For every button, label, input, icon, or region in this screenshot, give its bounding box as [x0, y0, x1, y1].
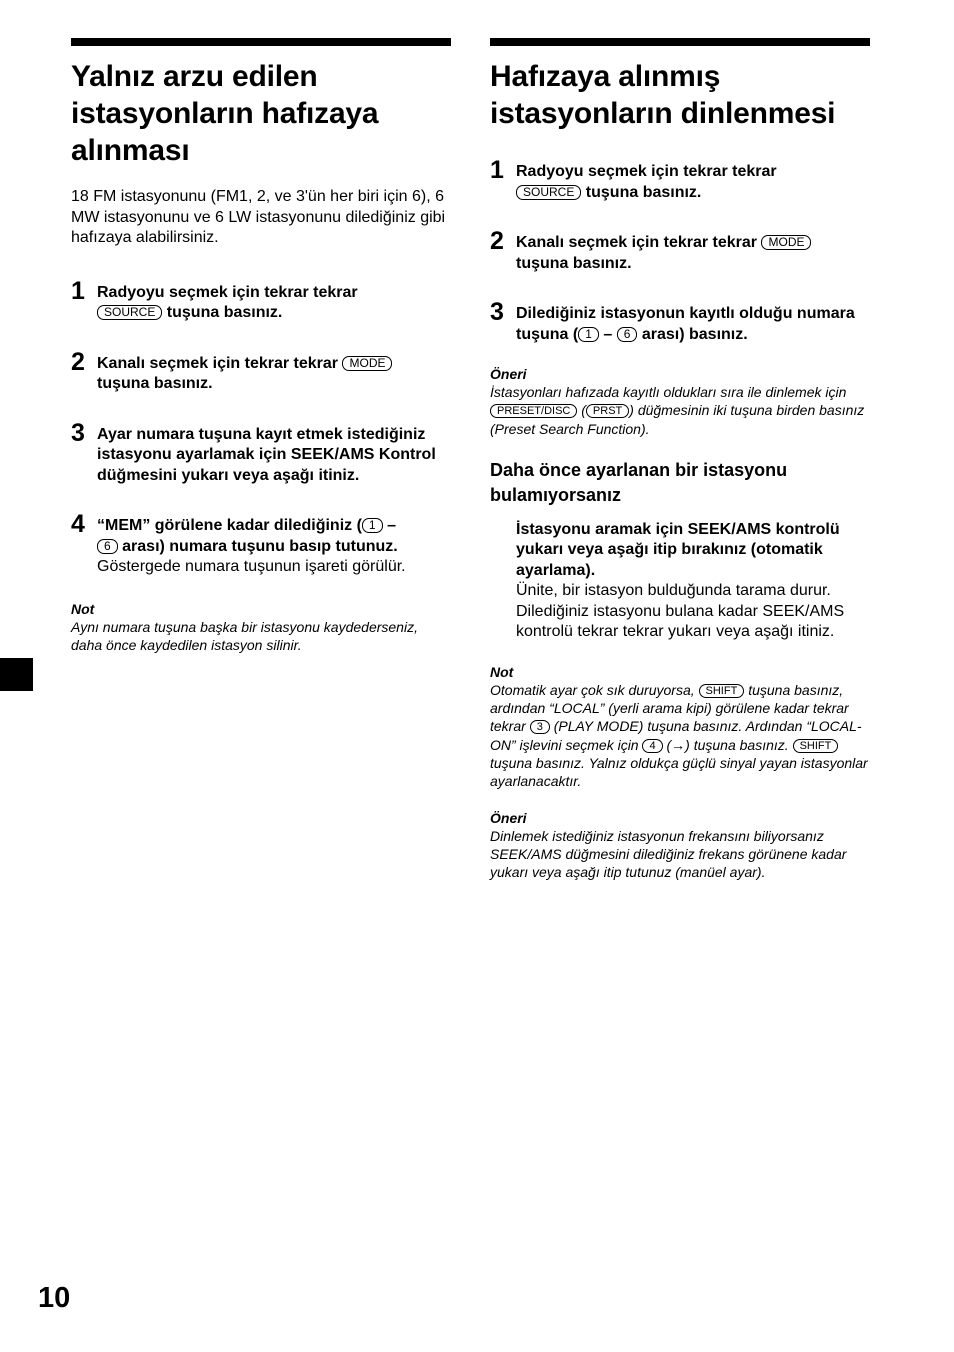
source-key: SOURCE: [97, 305, 162, 320]
right-title: Hafızaya alınmış istasyonların dinlenmesi: [490, 60, 836, 130]
left-column: [71, 38, 451, 654]
heading-rule: [490, 38, 870, 46]
section-tab-marker: [0, 658, 33, 691]
right-tip-2: Öneri Dinlemek istediğiniz istasyonun frekansını biliyorsanız SEEK/AMS düğmesini dilediğiniz frekans görünene kadar yukarı veya aşağı itip tutunuz (manüel ayar).: [490, 809, 847, 881]
key-6: 6: [617, 327, 638, 342]
right-column: [490, 38, 870, 882]
prst-key: PRST: [586, 404, 629, 418]
right-tip-1: Öneri İstasyonları hafızada kayıtlı oldukları sıra ile dinlemek için PRESET/DISC ( PRST ) düğmesinin iki tuşuna birden basınız (Preset Search Function).: [490, 366, 865, 437]
key-1: 1: [578, 327, 599, 342]
left-intro: 18 FM istasyonunu (FM1, 2, ve 3'ün her biri için 6), 6 MW istasyonunu ve 6 LW istasyonunu dilediğiniz gibi hafızaya alabilirsiniz.: [71, 188, 446, 246]
shift-key: SHIFT: [699, 684, 745, 698]
source-key: SOURCE: [516, 185, 581, 200]
right-subheading: Daha önce ayarlanan bir istasyonu bulamıyorsanız: [490, 459, 788, 505]
key-1: 1: [362, 518, 383, 533]
right-note: Not Otomatik ayar çok sık duruyorsa, SHIFT tuşuna basınız, ardından “LOCAL” (yerli arama kipi) görülene kadar tekrar tekrar 3 (PLAY MODE) tuşuna basınız. Ardından “LOCAL-ON” işlevini seçmek için 4 (→) tuşuna basınız. SHIFT tuşuna basınız. Yalnız oldukça güçlü sinyal yayan istasyonlar ayarlanacaktır.: [490, 663, 868, 790]
left-step-1: 1 Radyoyu seçmek için tekrar tekrar SOURCE tuşuna basınız.: [71, 276, 358, 321]
right-sub-body: İstasyonu aramak için SEEK/AMS kontrolü yukarı veya aşağı itip bırakınız (otomatik ayarlama). Ünite, bir istasyon bulduğunda tarama durur. Dilediğiniz istasyonu bulana kadar SEEK/AMS kontrolü tekrar tekrar yukarı veya aşağı itiniz.: [516, 520, 845, 641]
key-4: 4: [642, 739, 662, 753]
mode-key: MODE: [761, 235, 811, 250]
left-title: Yalnız arzu edilen istasyonların hafızaya alınması: [71, 60, 379, 167]
key-6: 6: [97, 539, 118, 554]
heading-rule: [71, 38, 451, 46]
page-number: 10: [38, 1282, 71, 1314]
left-step-4: 4 “MEM” görülene kadar dilediğiniz ( 1 – 6 arası) numara tuşunu basıp tutunuz. Göstergede numara tuşunun işareti görülür.: [71, 510, 406, 575]
left-note: Not Aynı numara tuşuna başka bir istasyonu kaydederseniz, daha önce kaydedilen istasyon silinir.: [71, 600, 418, 653]
mode-key: MODE: [342, 356, 392, 371]
preset-disc-key: PRESET/DISC: [490, 404, 577, 418]
left-step-2: 2 Kanalı seçmek için tekrar tekrar MODE tuşuna basınız.: [71, 354, 451, 395]
right-step-1: 1 Radyoyu seçmek için tekrar tekrar SOURCE tuşuna basınız.: [490, 156, 777, 201]
right-step-3: 3 Dilediğiniz istasyonun kayıtlı olduğu numara tuşuna ( 1 – 6 arası) basınız.: [490, 298, 855, 343]
key-3: 3: [530, 720, 550, 734]
shift-key: SHIFT: [793, 739, 839, 753]
left-step-3: 3 Ayar numara tuşuna kayıt etmek istediğiniz istasyonu ayarlamak için SEEK/AMS Kontrol düğmesini yukarı veya aşağı itiniz.: [71, 418, 436, 484]
right-step-2: 2 Kanalı seçmek için tekrar tekrar MODE tuşuna basınız.: [490, 233, 870, 274]
